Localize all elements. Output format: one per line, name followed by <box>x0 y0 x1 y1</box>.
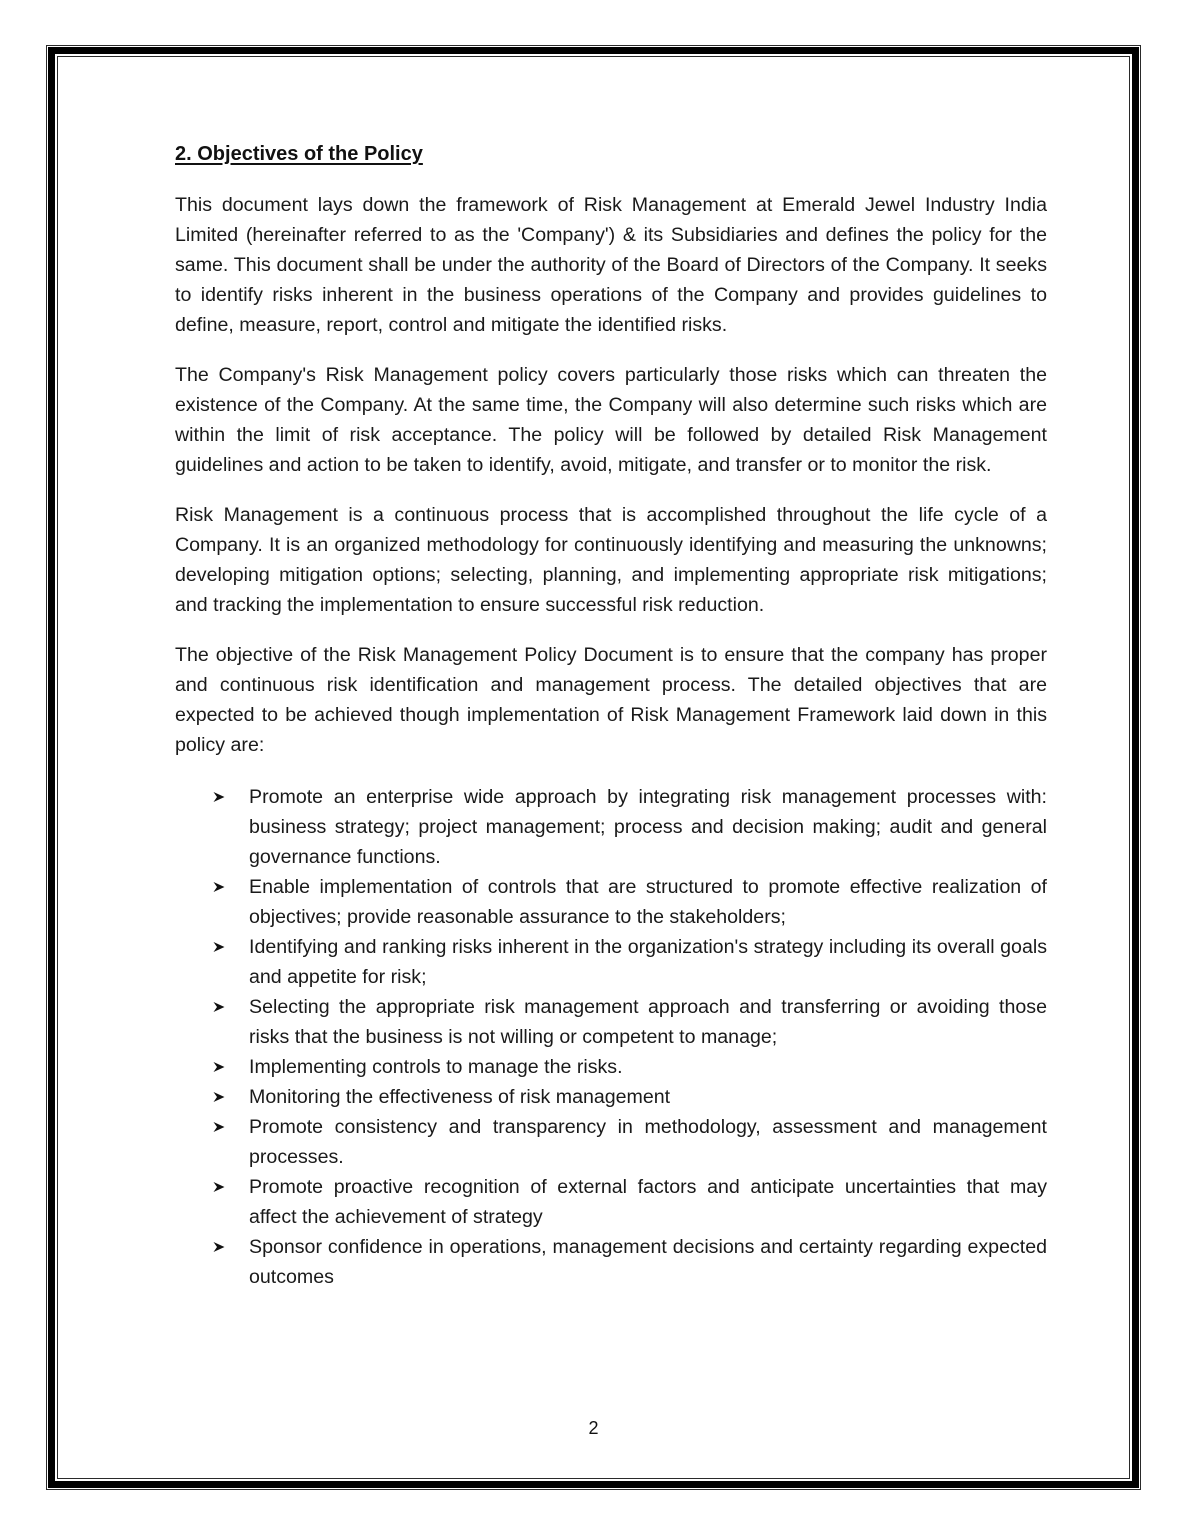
arrowhead-bullet-icon <box>213 782 227 812</box>
objectives-list <box>175 782 1047 1292</box>
list-item-text: Promote consistency and transparency in methodology, assessment and management processes. <box>249 1116 1047 1168</box>
arrowhead-bullet-icon <box>213 992 227 1022</box>
list-item <box>175 1112 1047 1172</box>
list-item <box>175 1052 1047 1082</box>
page-number: 2 <box>588 1418 599 1438</box>
document-body <box>175 140 1047 1292</box>
paragraph-objective-intro: The objective of the Risk Management Policy Document is to ensure that the company has proper and continuous risk identification and management process. The detailed objectives that are expected to be achieved though implementation of Risk Management Framework laid down in this policy are: <box>175 644 1047 756</box>
list-item-text: Selecting the appropriate risk management approach and transferring or avoiding those risks that the business is not willing or competent to manage; <box>249 996 1047 1048</box>
list-item <box>175 782 1047 872</box>
list-item-text: Sponsor confidence in operations, management decisions and certainty regarding expected outcomes <box>249 1236 1047 1288</box>
paragraph-framework: This document lays down the framework of Risk Management at Emerald Jewel Industry India Limited (hereinafter referred to as the 'Company') & its Subsidiaries and defines the policy for the same. This document shall be under the authority of the Board of Directors of the Company. It seeks to identify risks inherent in the business operations of the Company and provides guidelines to define, measure, report, control and mitigate the identified risks. <box>175 194 1047 336</box>
list-item-text: Identifying and ranking risks inherent in the organization's strategy including its overall goals and appetite for risk; <box>249 936 1047 988</box>
section-heading: 2. Objectives of the Policy <box>175 143 423 165</box>
arrowhead-bullet-icon <box>213 1172 227 1202</box>
list-item-text: Monitoring the effectiveness of risk management <box>249 1086 671 1108</box>
arrowhead-bullet-icon <box>213 1082 227 1112</box>
list-item <box>175 1172 1047 1232</box>
arrowhead-bullet-icon <box>213 932 227 962</box>
list-item <box>175 932 1047 992</box>
paragraph-policy-coverage: The Company's Risk Management policy covers particularly those risks which can threaten the existence of the Company. At the same time, the Company will also determine such risks which are within the limit of risk acceptance. The policy will be followed by detailed Risk Management guidelines and action to be taken to identify, avoid, mitigate, and transfer or to monitor the risk. <box>175 364 1047 476</box>
list-item-text: Implementing controls to manage the risks. <box>249 1056 623 1078</box>
list-item <box>175 1082 1047 1112</box>
arrowhead-bullet-icon <box>213 1052 227 1082</box>
list-item <box>175 1232 1047 1292</box>
list-item <box>175 872 1047 932</box>
arrowhead-bullet-icon <box>213 872 227 902</box>
list-item-text: Promote proactive recognition of external factors and anticipate uncertainties that may affect the achievement of strategy <box>249 1176 1047 1228</box>
list-item <box>175 992 1047 1052</box>
arrowhead-bullet-icon <box>213 1112 227 1142</box>
paragraph-continuous-process: Risk Management is a continuous process that is accomplished throughout the life cycle of a Company. It is an organized methodology for continuously identifying and measuring the unknowns; developing mitigation options; selecting, planning, and implementing appropriate risk mitigations; and tracking the implementation to ensure successful risk reduction. <box>175 504 1047 616</box>
list-item-text: Enable implementation of controls that are structured to promote effective realization of objectives; provide reasonable assurance to the stakeholders; <box>249 876 1047 928</box>
arrowhead-bullet-icon <box>213 1232 227 1262</box>
list-item-text: Promote an enterprise wide approach by integrating risk management processes with: business strategy; project management; process and decision making; audit and general governance functions. <box>249 786 1047 868</box>
